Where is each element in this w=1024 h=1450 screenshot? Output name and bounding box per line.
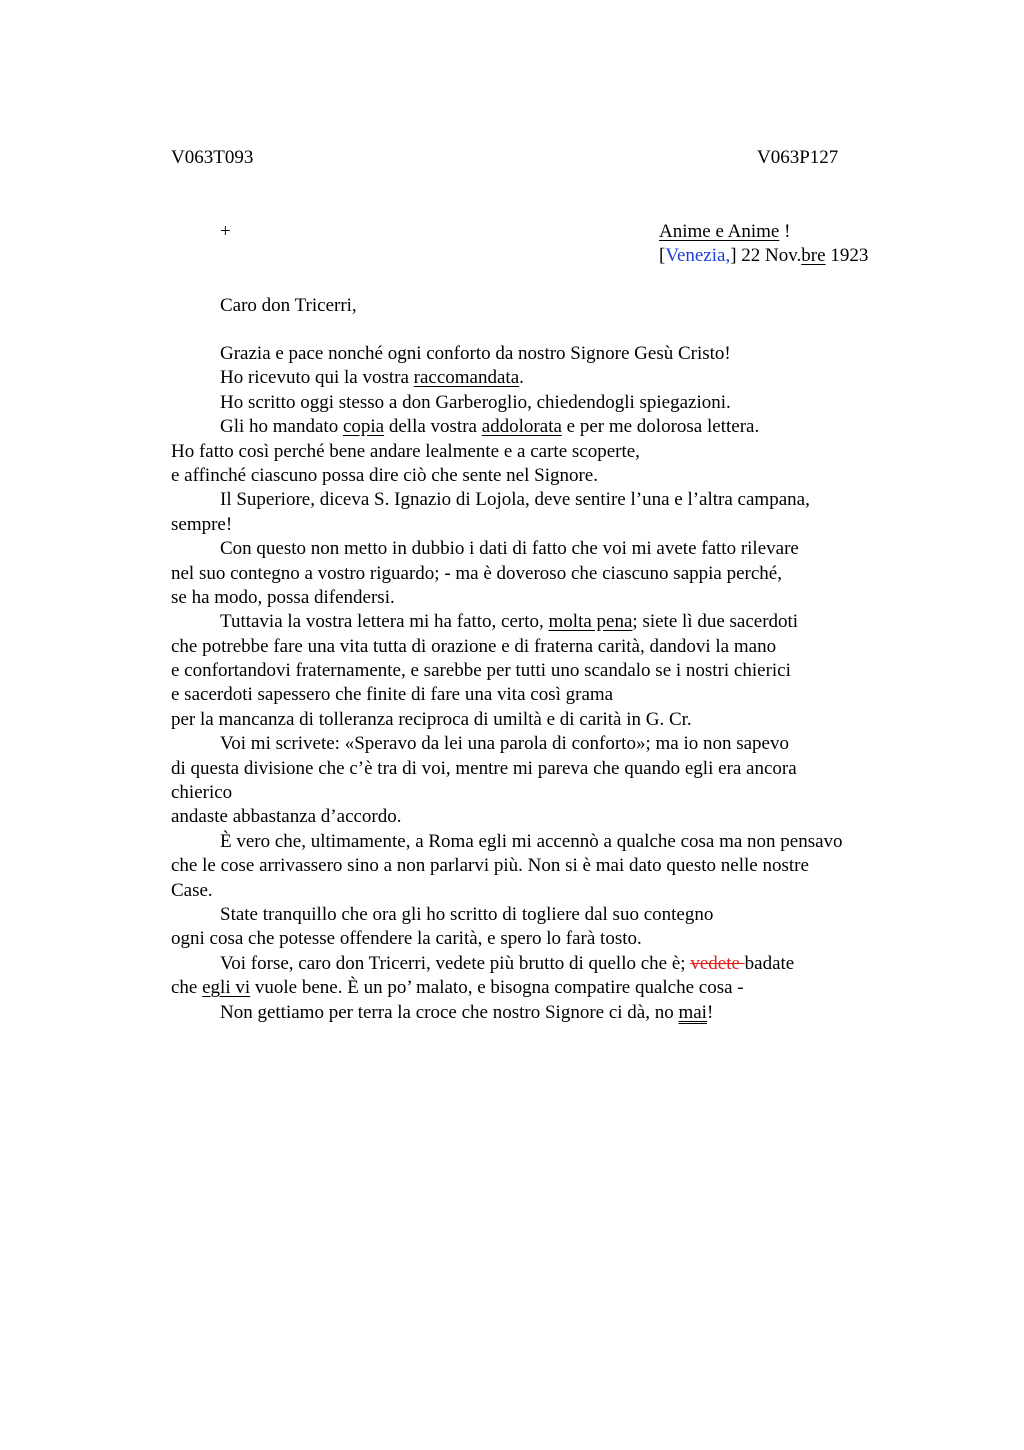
- body-line: [171, 635, 911, 659]
- text-segment: per la mancanza di tolleranza reciproca di umiltà e di carità in G. Cr.: [171, 708, 692, 730]
- body-line: [171, 757, 911, 781]
- body-line: [171, 927, 911, 951]
- body-line: [171, 562, 911, 586]
- double-underlined-word: mai: [678, 1001, 707, 1023]
- text-segment: !: [706, 1001, 714, 1023]
- text-segment: badate: [744, 952, 795, 974]
- text-segment: che: [171, 977, 203, 999]
- text-segment: .: [519, 367, 524, 389]
- text-segment: chierico: [171, 782, 233, 804]
- underlined-word: egli vi: [202, 977, 251, 999]
- body-line: [171, 586, 911, 610]
- text-segment: Grazia e pace nonché ogni conforto da nostro Signore Gesù Cristo!: [220, 343, 731, 364]
- body-line: [171, 440, 911, 464]
- body-line: [171, 415, 911, 439]
- underlined-word: copia: [342, 416, 385, 438]
- body-line: [171, 903, 911, 927]
- text-segment: nel suo contegno a vostro riguardo; - ma è doveroso che ciascuno sappia perché,: [171, 562, 782, 584]
- text-segment: e confortandovi fraternamente, e sarebbe per tutti uno scandalo se i nostri chierici: [171, 660, 791, 682]
- text-segment: di questa divisione che c’è tra di voi, mentre mi pareva che quando egli era ancora: [171, 757, 797, 779]
- bracket-open: [: [659, 245, 666, 266]
- text-segment: Voi mi scrivete: «Speravo da lei una parola di conforto»; ma io non sapevo: [220, 733, 789, 755]
- text-segment: Ho fatto così perché bene andare lealmente e a carte scoperte,: [171, 440, 640, 462]
- text-segment: che le cose arrivassero sino a non parlarvi più. Non si è mai dato questo nelle nostre: [171, 855, 809, 877]
- body-line: [171, 683, 911, 707]
- text-segment: se ha modo, possa difendersi.: [171, 586, 395, 608]
- body-line: [171, 830, 911, 854]
- month-abbrev: bre: [801, 245, 826, 266]
- text-segment: e sacerdoti sapessero che finite di fare una vita così grama: [171, 684, 614, 706]
- date-day-month: 22 Nov.: [736, 245, 802, 266]
- letter-body: [171, 342, 911, 1025]
- cross-symbol: +: [220, 221, 231, 242]
- title-mark: !: [779, 221, 791, 242]
- salutation: Caro don Tricerri,: [220, 295, 357, 316]
- body-line: [171, 610, 911, 634]
- text-segment: Voi forse, caro don Tricerri, vedete più brutto di quello che è;: [220, 952, 691, 974]
- text-segment: È vero che, ultimamente, a Roma egli mi accennò a qualche cosa ma non pensavo: [220, 830, 843, 852]
- dateline: [659, 244, 868, 268]
- body-line: [171, 391, 911, 415]
- text-segment: Ho scritto oggi stesso a don Garberoglio, chiedendogli spiegazioni.: [220, 391, 731, 413]
- body-line: [171, 513, 911, 537]
- body-line: [171, 342, 911, 366]
- body-line: [171, 708, 911, 732]
- text-segment: e affinché ciascuno possa dire ciò che sente nel Signore.: [171, 464, 598, 486]
- place-name: Venezia,: [665, 245, 731, 266]
- title-text: Anime e Anime: [659, 221, 780, 242]
- body-line: [171, 976, 911, 1000]
- text-segment: ogni cosa che potesse offendere la carità, e spero lo farà tosto.: [171, 928, 642, 950]
- body-line: [171, 488, 911, 512]
- text-segment: Non gettiamo per terra la croce che nostro Signore ci dà, no: [220, 1001, 679, 1023]
- text-segment: Ho ricevuto qui la vostra: [220, 367, 414, 389]
- text-segment: Il Superiore, diceva S. Ignazio di Lojola, deve sentire l’una e l’altra campana,: [220, 489, 810, 511]
- text-segment: Case.: [171, 879, 213, 901]
- text-segment: vuole bene. È un po’ malato, e bisogna compatire qualche cosa -: [250, 977, 744, 999]
- bracket-close: ]: [730, 245, 737, 266]
- text-segment: Tuttavia la vostra lettera mi ha fatto, certo,: [220, 611, 549, 633]
- body-line: [171, 879, 911, 903]
- underlined-word: raccomandata: [413, 367, 520, 389]
- body-line: [171, 366, 911, 390]
- text-segment: della vostra: [384, 416, 482, 438]
- underlined-word: molta pena: [548, 611, 633, 633]
- text-segment: Gli ho mandato: [220, 416, 343, 438]
- body-line: [171, 952, 911, 976]
- text-segment: che potrebbe fare una vita tutta di orazione e di fraterna carità, dandovi la mano: [171, 635, 777, 657]
- text-segment: e per me dolorosa lettera.: [561, 416, 760, 438]
- struck-word: vedete: [690, 952, 745, 974]
- body-line: [171, 805, 911, 829]
- text-segment: andaste abbastanza d’accordo.: [171, 806, 402, 828]
- text-segment: State tranquillo che ora gli ho scritto di togliere dal suo contegno: [220, 903, 714, 925]
- date-year: 1923: [825, 245, 869, 266]
- body-line: [171, 732, 911, 756]
- body-line: [171, 854, 911, 878]
- text-segment: Con questo non metto in dubbio i dati di fatto che voi mi avete fatto rilevare: [220, 538, 799, 560]
- body-line: [171, 781, 911, 805]
- body-line: [171, 537, 911, 561]
- text-segment: ; siete lì due sacerdoti: [632, 611, 799, 633]
- body-line: [171, 1001, 911, 1025]
- letter-title: [659, 220, 790, 244]
- body-line: [171, 464, 911, 488]
- archive-code-left: V063T093: [171, 147, 254, 168]
- archive-code-right: V063P127: [757, 147, 839, 168]
- text-segment: sempre!: [171, 513, 233, 535]
- body-line: [171, 659, 911, 683]
- underlined-word: addolorata: [481, 416, 562, 438]
